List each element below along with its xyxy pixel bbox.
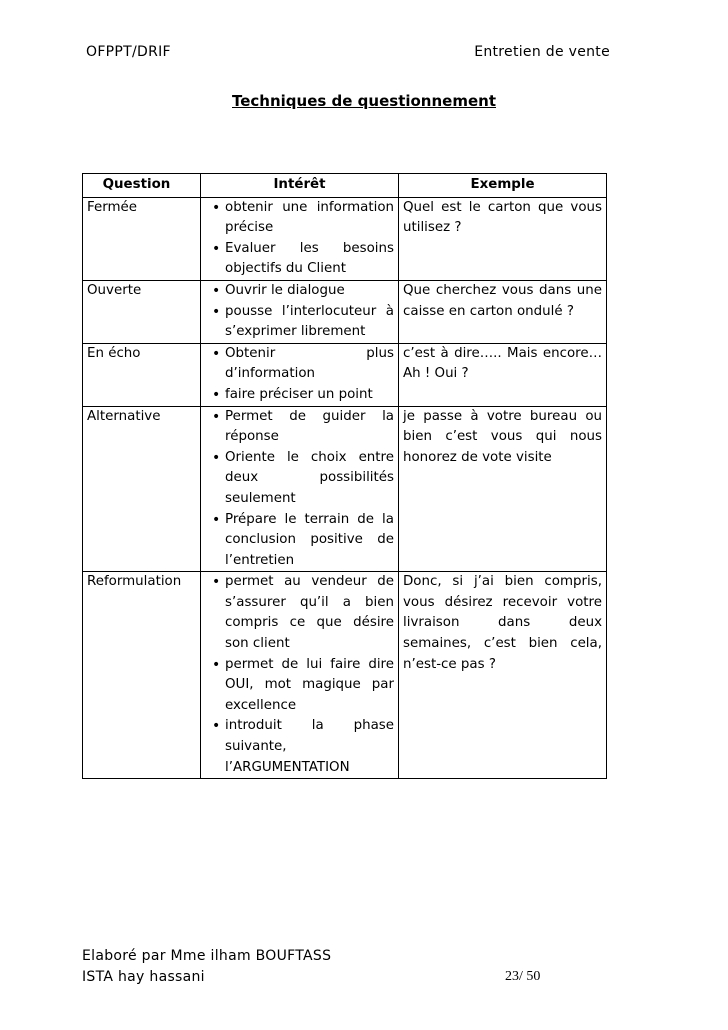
- page-number: 23/ 50: [505, 969, 541, 984]
- table-row: [83, 197, 607, 280]
- question-type-cell: Fermée: [83, 197, 201, 280]
- interet-bullet: • Oriente le choix entre deux possibilités seulement: [205, 448, 394, 510]
- interet-bullet: • pousse l’interlocuteur à s’exprimer librement: [205, 302, 394, 343]
- column-header-interet: Intérêt: [201, 174, 399, 198]
- interet-bullet: • permet au vendeur de s’assurer qu’il a bien compris ce que désire son client: [205, 572, 394, 654]
- table-row: [83, 572, 607, 779]
- exemple-cell: c’est à dire….. Mais encore… Ah ! Oui ?: [399, 343, 607, 406]
- exemple-cell: Que cherchez vous dans une caisse en carton ondulé ?: [399, 280, 607, 343]
- table-row: [83, 343, 607, 406]
- interet-bullet: • Obtenir plus d’information: [205, 344, 394, 385]
- interet-cell: [201, 572, 399, 779]
- table-row: [83, 406, 607, 572]
- table-header-row: [83, 174, 607, 198]
- interet-bullet: • introduit la phase suivante, l’ARGUMENTATION: [205, 716, 394, 778]
- interet-bullet: • obtenir une information précise: [205, 198, 394, 239]
- footer-author: Elaboré par Mme ilham BOUFTASS: [82, 948, 332, 964]
- questioning-techniques-table: [82, 173, 607, 779]
- interet-bullet: • Permet de guider la réponse: [205, 407, 394, 448]
- column-header-exemple: Exemple: [399, 174, 607, 198]
- header-left: OFPPT/DRIF: [86, 44, 171, 60]
- question-type-cell: En écho: [83, 343, 201, 406]
- interet-cell: [201, 343, 399, 406]
- interet-bullet: • Prépare le terrain de la conclusion positive de l’entretien: [205, 510, 394, 572]
- interet-bullet: • Ouvrir le dialogue: [205, 281, 394, 302]
- question-type-cell: Ouverte: [83, 280, 201, 343]
- column-header-question: Question: [83, 174, 201, 198]
- question-type-cell: Reformulation: [83, 572, 201, 779]
- page-title: Techniques de questionnement: [232, 92, 496, 110]
- interet-cell: [201, 197, 399, 280]
- footer-school: ISTA hay hassani: [82, 969, 205, 985]
- interet-bullet: • Evaluer les besoins objectifs du Client: [205, 239, 394, 280]
- header-right: Entretien de vente: [474, 44, 610, 60]
- interet-bullet: • faire préciser un point: [205, 385, 394, 406]
- table-row: [83, 280, 607, 343]
- interet-cell: [201, 280, 399, 343]
- interet-cell: [201, 406, 399, 572]
- question-type-cell: Alternative: [83, 406, 201, 572]
- exemple-cell: Donc, si j’ai bien compris, vous désirez recevoir votre livraison dans deux semaines, c’est bien cela, n’est-ce pas ?: [399, 572, 607, 779]
- interet-bullet: • permet de lui faire dire OUI, mot magique par excellence: [205, 655, 394, 717]
- exemple-cell: je passe à votre bureau ou bien c’est vous qui nous honorez de vote visite: [399, 406, 607, 572]
- exemple-cell: Quel est le carton que vous utilisez ?: [399, 197, 607, 280]
